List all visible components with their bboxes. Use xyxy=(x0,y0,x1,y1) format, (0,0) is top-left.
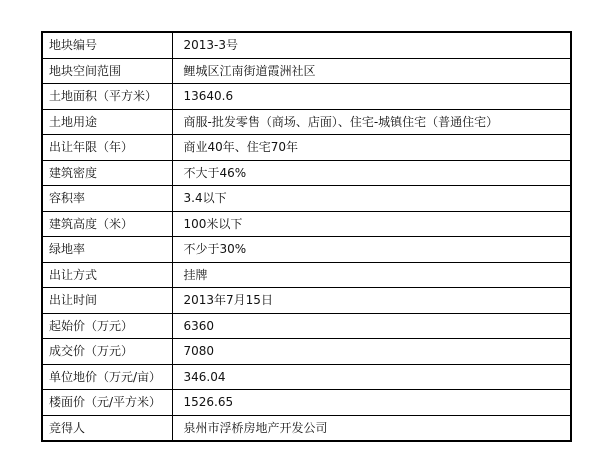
row-label: 单位地价（万元/亩） xyxy=(42,364,172,390)
row-value: 13640.6 xyxy=(172,84,571,110)
row-value: 7080 xyxy=(172,339,571,365)
row-value: 346.04 xyxy=(172,364,571,390)
table-row xyxy=(42,339,571,365)
row-value: 2013年7月15日 xyxy=(172,288,571,314)
table-row xyxy=(42,32,571,58)
land-info-table xyxy=(41,31,572,442)
row-value: 泉州市浮桥房地产开发公司 xyxy=(172,415,571,441)
table-row xyxy=(42,415,571,441)
row-value: 鲤城区江南街道霞洲社区 xyxy=(172,58,571,84)
table-row xyxy=(42,288,571,314)
row-label: 出让时间 xyxy=(42,288,172,314)
row-label: 出让方式 xyxy=(42,262,172,288)
row-label: 土地用途 xyxy=(42,109,172,135)
row-label: 建筑高度（米） xyxy=(42,211,172,237)
row-value: 3.4以下 xyxy=(172,186,571,212)
row-label: 容积率 xyxy=(42,186,172,212)
row-label: 土地面积（平方米） xyxy=(42,84,172,110)
row-value: 不大于46% xyxy=(172,160,571,186)
table-row xyxy=(42,109,571,135)
row-value: 2013-3号 xyxy=(172,32,571,58)
row-value: 100米以下 xyxy=(172,211,571,237)
table-row xyxy=(42,237,571,263)
table-row xyxy=(42,135,571,161)
row-label: 建筑密度 xyxy=(42,160,172,186)
row-label: 起始价（万元） xyxy=(42,313,172,339)
row-value: 商服-批发零售（商场、店面）、住宅-城镇住宅（普通住宅） xyxy=(172,109,571,135)
row-label: 出让年限（年） xyxy=(42,135,172,161)
table-row xyxy=(42,160,571,186)
table-row xyxy=(42,58,571,84)
row-label: 竞得人 xyxy=(42,415,172,441)
table-row xyxy=(42,211,571,237)
table-row xyxy=(42,262,571,288)
row-value: 挂牌 xyxy=(172,262,571,288)
row-value: 商业40年、住宅70年 xyxy=(172,135,571,161)
table-row xyxy=(42,186,571,212)
row-value: 6360 xyxy=(172,313,571,339)
row-value: 1526.65 xyxy=(172,390,571,416)
table-row xyxy=(42,313,571,339)
table-row xyxy=(42,390,571,416)
row-label: 成交价（万元） xyxy=(42,339,172,365)
row-value: 不少于30% xyxy=(172,237,571,263)
row-label: 楼面价（元/平方米） xyxy=(42,390,172,416)
row-label: 绿地率 xyxy=(42,237,172,263)
row-label: 地块编号 xyxy=(42,32,172,58)
row-label: 地块空间范围 xyxy=(42,58,172,84)
table-row xyxy=(42,84,571,110)
table-row xyxy=(42,364,571,390)
